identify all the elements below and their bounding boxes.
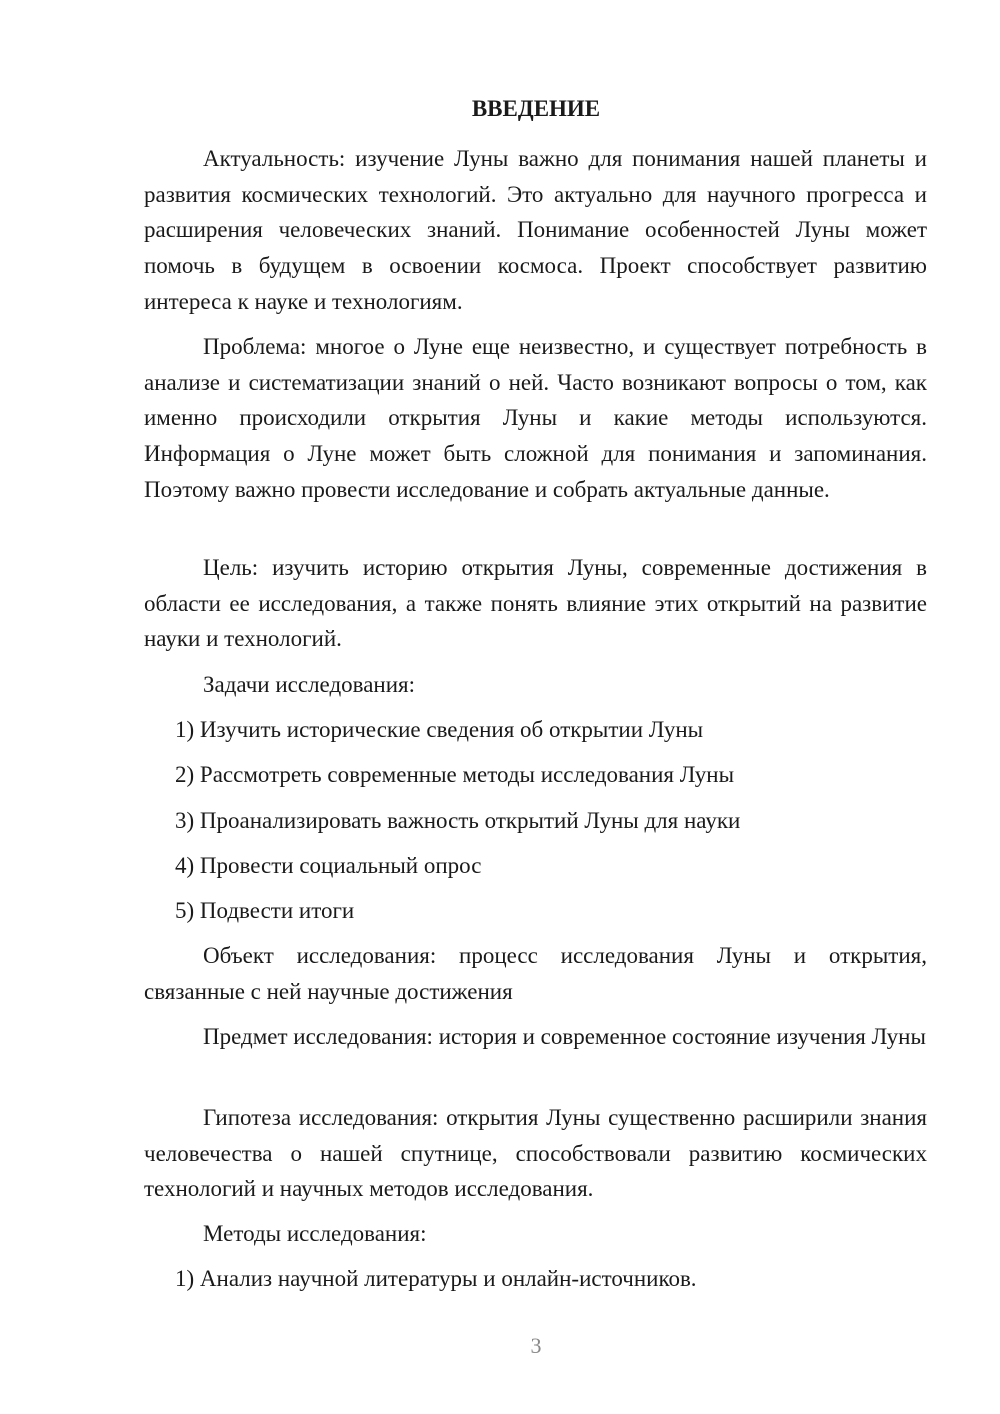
paragraph-relevance: Актуальность: изучение Луны важно для понимания нашей планеты и развития космических технологий. Это актуально для научного прогресса и расширения человеческих знаний. Понимание особенностей Луны может помочь в будущем в освоении космоса. Проект способствует развитию интереса к науке и технологиям. [144,146,927,314]
task-item: 1) Изучить исторические сведения об открытии Луны [175,717,704,742]
paragraph-object: Объект исследования: процесс исследования Луны и открытия, связанные с ней научные достижения [144,943,927,1004]
task-item: 4) Провести социальный опрос [175,853,482,878]
tasks-heading: Задачи исследования: [203,672,416,697]
paragraph-goal: Цель: изучить историю открытия Луны, современные достижения в области ее исследования, а также понять влияние этих открытий на развитие науки и технологий. [144,555,927,652]
task-item: 2) Рассмотреть современные методы исследования Луны [175,762,735,787]
task-item: 5) Подвести итоги [175,898,355,923]
page-title: ВВЕДЕНИЕ [471,96,601,121]
paragraph-problem: Проблема: многое о Луне еще неизвестно, и существует потребность в анализе и систематизации знаний о ней. Часто возникают вопросы о том, как именно происходили открытия Луны и какие методы используются. Информация о Луне может быть сложной для понимания и запоминания. Поэтому важно провести исследование и собрать актуальные данные. [144,334,927,502]
page-number: 3 [530,1333,542,1358]
task-item: 3) Проанализировать важность открытий Луны для науки [175,808,741,833]
method-item: 1) Анализ научной литературы и онлайн-источников. [175,1266,697,1291]
paragraph-hypothesis: Гипотеза исследования: открытия Луны существенно расширили знания человечества о нашей спутнице, способствовали развитию космических технологий и научных методов исследования. [144,1105,927,1202]
paragraph-subject: Предмет исследования: история и современное состояние изучения Луны [203,1024,926,1049]
methods-heading: Методы исследования: [203,1221,427,1246]
